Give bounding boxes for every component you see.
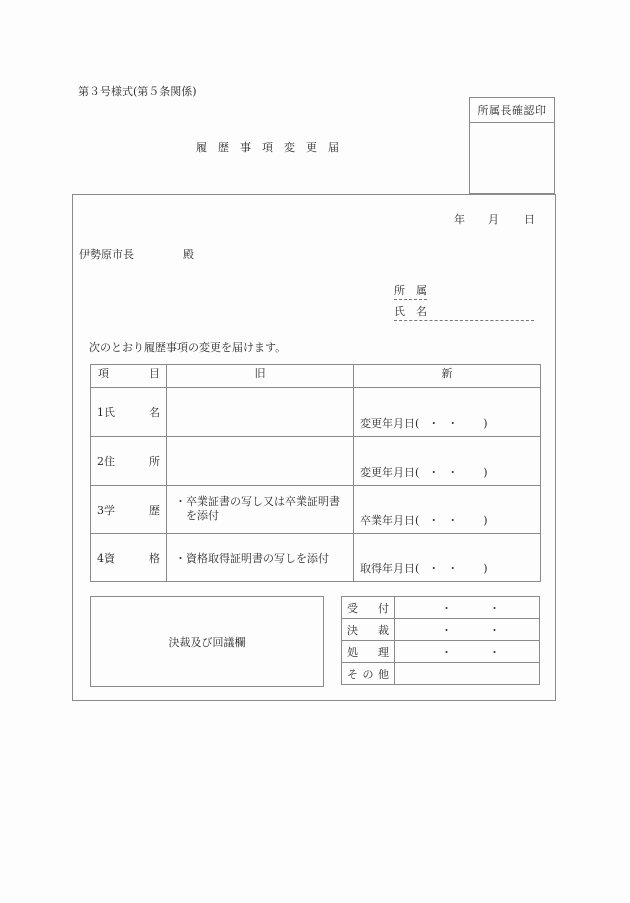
date-month-label: 月	[488, 213, 499, 226]
name-label: 氏 名	[394, 305, 427, 318]
item-label: 4資	[97, 551, 115, 565]
other-cell[interactable]	[395, 663, 540, 685]
header-new: 新	[354, 365, 541, 388]
form-type-label: 第３号様式(第５条関係)	[78, 85, 197, 98]
document-title: 履歴事項変更届	[196, 141, 350, 154]
item-cell	[91, 437, 167, 486]
item-cell	[91, 534, 167, 582]
processing-row-other: そ の 他	[342, 663, 540, 685]
old-value-cell[interactable]	[167, 486, 354, 534]
affiliation-field[interactable]: 所 属	[394, 282, 427, 300]
processing-row-approved: 決 裁 ・ ・	[342, 619, 540, 641]
approved-date-cell[interactable]: ・ ・	[395, 619, 540, 641]
processing-row-received: 受 付 ・ ・	[342, 597, 540, 619]
acquisition-date-line: 取得年月日( ・・ )	[360, 562, 488, 575]
item-label-end: 歴	[149, 503, 160, 517]
item-label: 1氏	[97, 406, 115, 419]
item-label-end: 名	[149, 406, 160, 419]
table-header-row	[91, 365, 541, 388]
new-value-cell[interactable]	[354, 388, 541, 437]
graduation-date-line: 卒業年月日( ・・ )	[360, 514, 488, 527]
supervisor-stamp-area[interactable]	[470, 123, 554, 195]
processing-row-processed: 処 理 ・ ・	[342, 641, 540, 663]
received-date-cell[interactable]: ・ ・	[395, 597, 540, 619]
old-value-cell[interactable]	[167, 534, 354, 582]
new-value-cell[interactable]	[354, 437, 541, 486]
date-year-label: 年	[454, 213, 465, 226]
change-date-line: 変更年月日( ・・ )	[360, 466, 488, 479]
item-cell	[91, 388, 167, 437]
table-row-name	[91, 388, 541, 437]
processed-date-cell[interactable]: ・ ・	[395, 641, 540, 663]
attachment-note: ・資格取得証明書の写しを添付	[175, 551, 329, 565]
old-value-cell[interactable]	[167, 437, 354, 486]
new-value-cell[interactable]	[354, 486, 541, 534]
item-cell	[91, 486, 167, 534]
processing-table	[341, 596, 540, 685]
table-row-qualification	[91, 534, 541, 582]
header-item-char2: 目	[149, 367, 160, 380]
old-value-cell[interactable]	[167, 388, 354, 437]
item-label: 3学	[97, 503, 115, 517]
new-value-cell[interactable]	[354, 534, 541, 582]
supervisor-confirmation-label: 所属長確認印	[470, 98, 554, 123]
supervisor-confirmation-box	[469, 97, 555, 194]
item-label: 2住	[97, 455, 115, 468]
header-item-char1: 項	[98, 367, 109, 380]
change-items-table	[90, 364, 541, 582]
applicant-name-field[interactable]	[394, 303, 534, 321]
addressee-honorific: 殿	[183, 248, 194, 261]
change-date-line: 変更年月日( ・・ )	[360, 417, 488, 430]
header-item	[91, 365, 167, 388]
date-day-label: 日	[524, 213, 535, 226]
attachment-note: ・卒業証書の写し又は卒業証明書 を添付	[175, 495, 340, 522]
item-label-end: 所	[149, 455, 160, 468]
table-row-education	[91, 486, 541, 534]
item-label-end: 格	[149, 551, 160, 565]
decision-approval-box[interactable]	[90, 596, 324, 687]
header-old: 旧	[167, 365, 354, 388]
addressee-name: 伊勢原市長	[79, 248, 134, 261]
intro-text: 次のとおり履歴事項の変更を届けます。	[89, 341, 287, 354]
table-row-address	[91, 437, 541, 486]
decision-approval-label: 決裁及び回議欄	[168, 635, 246, 649]
